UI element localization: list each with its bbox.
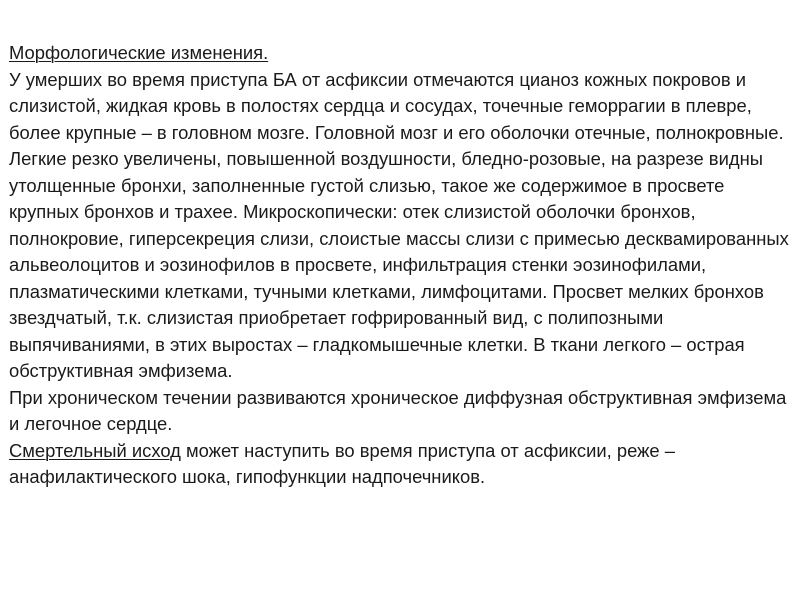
slide-text-block: [9, 40, 794, 491]
slide-paragraph-chronic: При хроническом течении развиваются хроническое диффузная обструктивная эмфизема и легочное сердце.: [9, 386, 787, 434]
slide-paragraph-outcome: [9, 438, 794, 491]
outcome-label: Смертельный исход: [9, 439, 181, 461]
slide-paragraph-main: У умерших во время приступа БА от асфиксии отмечаются цианоз кожных покровов и слизистой, жидкая кровь в полостях сердца и сосудах, точечные геморрагии в плевре, более крупные – в головном мозге. Головной мозг и его оболочки отечные, полнокровные. Легкие резко увеличены, повышенной воздушности, бледно-розовые, на разрезе видны утолщенные бронхи, заполненные густой слизью, такое же содержимое в просвете крупных бронхов и трахее. Микроскопически: отек слизистой оболочки бронхов, полнокровие, гиперсекреция слизи, слоистые массы слизи с примесью десквамированных альвеолоцитов и эозинофилов в просвете, инфильтрация стенки эозинофилами, плазматическими клетками, тучными клетками, лимфоцитами. Просвет мелких бронхов звездчатый, т.к. слизистая приобретает гофрированный вид, с полипозными выпячиваниями, в этих выростах – гладкомышечные клетки. В ткани легкого – острая обструктивная эмфизема.: [9, 68, 789, 381]
slide-heading: Морфологические изменения.: [9, 42, 269, 63]
outcome-text: может наступить во время приступа от асфиксии, реже – анафилактического шока, гипофункции надпочечников.: [9, 439, 675, 487]
